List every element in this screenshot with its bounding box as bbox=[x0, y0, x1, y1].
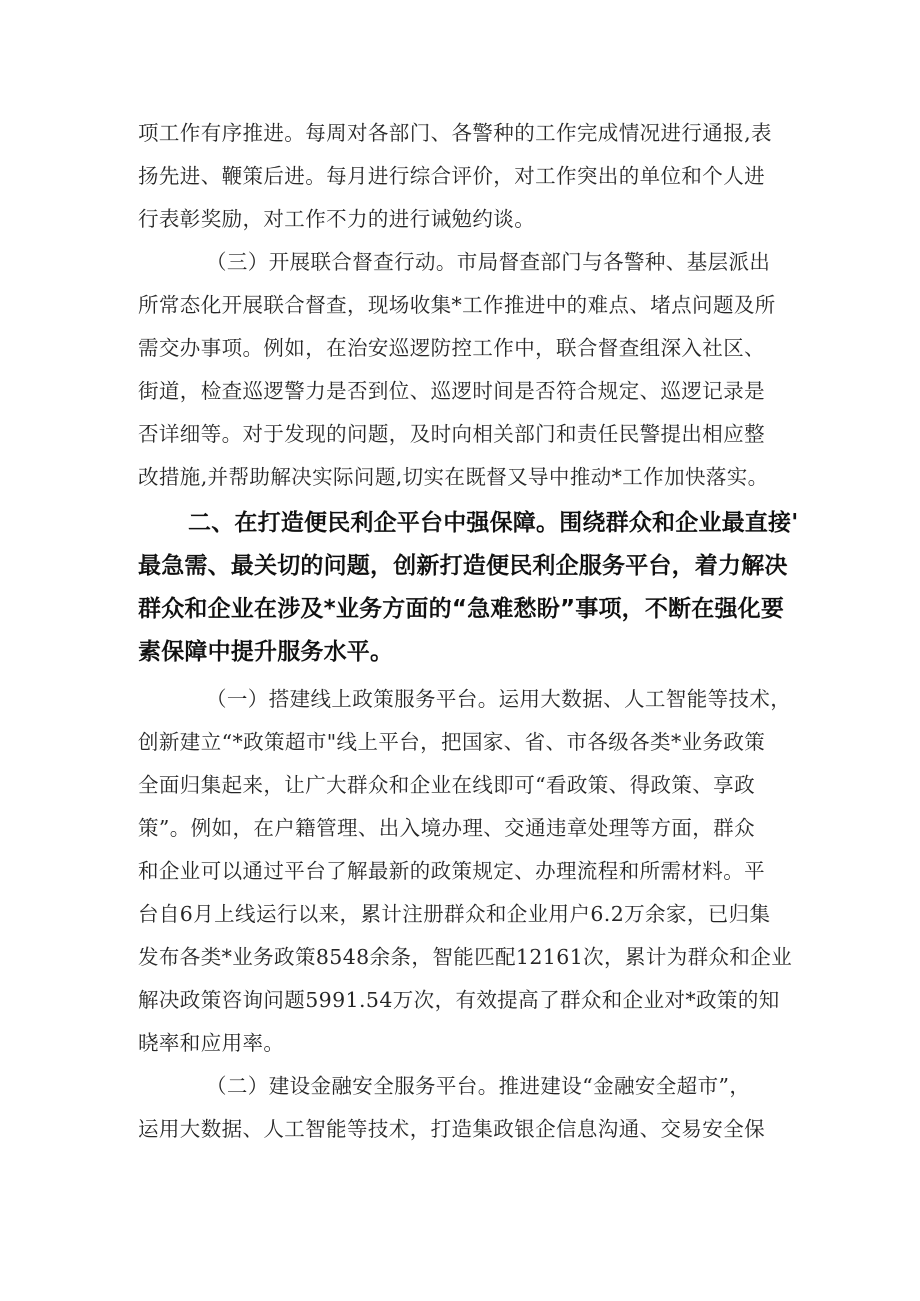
text-line: 台自6月上线运行以来，累计注册群众和企业用户6.2万余家，已归集 bbox=[138, 902, 771, 926]
text-line: （三）开展联合督查行动。市局督查部门与各警种、基层派出 bbox=[206, 250, 771, 274]
text-line: 策”。例如，在户籍管理、出入境办理、交通违章处理等方面，群众 bbox=[138, 816, 755, 840]
text-line: 和企业可以通过平台了解最新的政策规定、办理流程和所需材料。平 bbox=[138, 859, 765, 883]
text-line: 扬先进、鞭策后进。每月进行综合评价，对工作突出的单位和个人进 bbox=[138, 164, 765, 188]
section-heading-line: 二、在打造便民利企平台中强保障。围绕群众和企业最直接' bbox=[188, 510, 799, 536]
text-line: 晓率和应用率。 bbox=[138, 1031, 285, 1055]
text-line: （二）建设金融安全服务平台。推进建设“金融安全超市”， bbox=[206, 1074, 751, 1098]
text-line: 解决政策咨询问题5991.54万次，有效提高了群众和企业对*政策的知 bbox=[138, 988, 780, 1012]
text-line: 否详细等。对于发现的问题，及时向相关部门和责任民警提出相应整 bbox=[138, 422, 765, 446]
section-heading-line: 最急需、最关切的问题，创新打造便民利企服务平台，着力解决 bbox=[138, 553, 788, 579]
text-line: 行表彰奖励，对工作不力的进行诫勉约谈。 bbox=[138, 207, 536, 231]
text-line: 全面归集起来，让广大群众和企业在线即可“看政策、得政策、享政 bbox=[138, 773, 755, 797]
text-line: 项工作有序推进。每周对各部门、各警种的工作完成情况进行通报,表 bbox=[138, 121, 772, 145]
text-line: 所常态化开展联合督查，现场收集*工作推进中的难点、堵点问题及所 bbox=[138, 293, 776, 317]
text-line: （一）搭建线上政策服务平台。运用大数据、人工智能等技术， bbox=[206, 687, 792, 711]
text-line: 发布各类*业务政策8548余条，智能匹配12161次，累计为群众和企业 bbox=[138, 945, 793, 969]
text-line: 运用大数据、人工智能等技术，打造集政银企信息沟通、交易安全保 bbox=[138, 1117, 765, 1141]
text-line: 改措施,并帮助解决实际问题,切实在既督又导中推动*工作加快落实。 bbox=[138, 465, 769, 489]
text-line: 街道，检查巡逻警力是否到位、巡逻时间是否符合规定、巡逻记录是 bbox=[138, 379, 765, 403]
section-heading-line: 素保障中提升服务水平。 bbox=[138, 639, 394, 665]
section-heading-line: 群众和企业在涉及*业务方面的“急难愁盼”事项，不断在强化要 bbox=[138, 596, 785, 622]
text-line: 创新建立“*政策超市"线上平台，把国家、省、市各级各类*业务政策 bbox=[138, 730, 766, 754]
text-line: 需交办事项。例如，在治安巡逻防控工作中，联合督查组深入社区、 bbox=[138, 336, 765, 360]
